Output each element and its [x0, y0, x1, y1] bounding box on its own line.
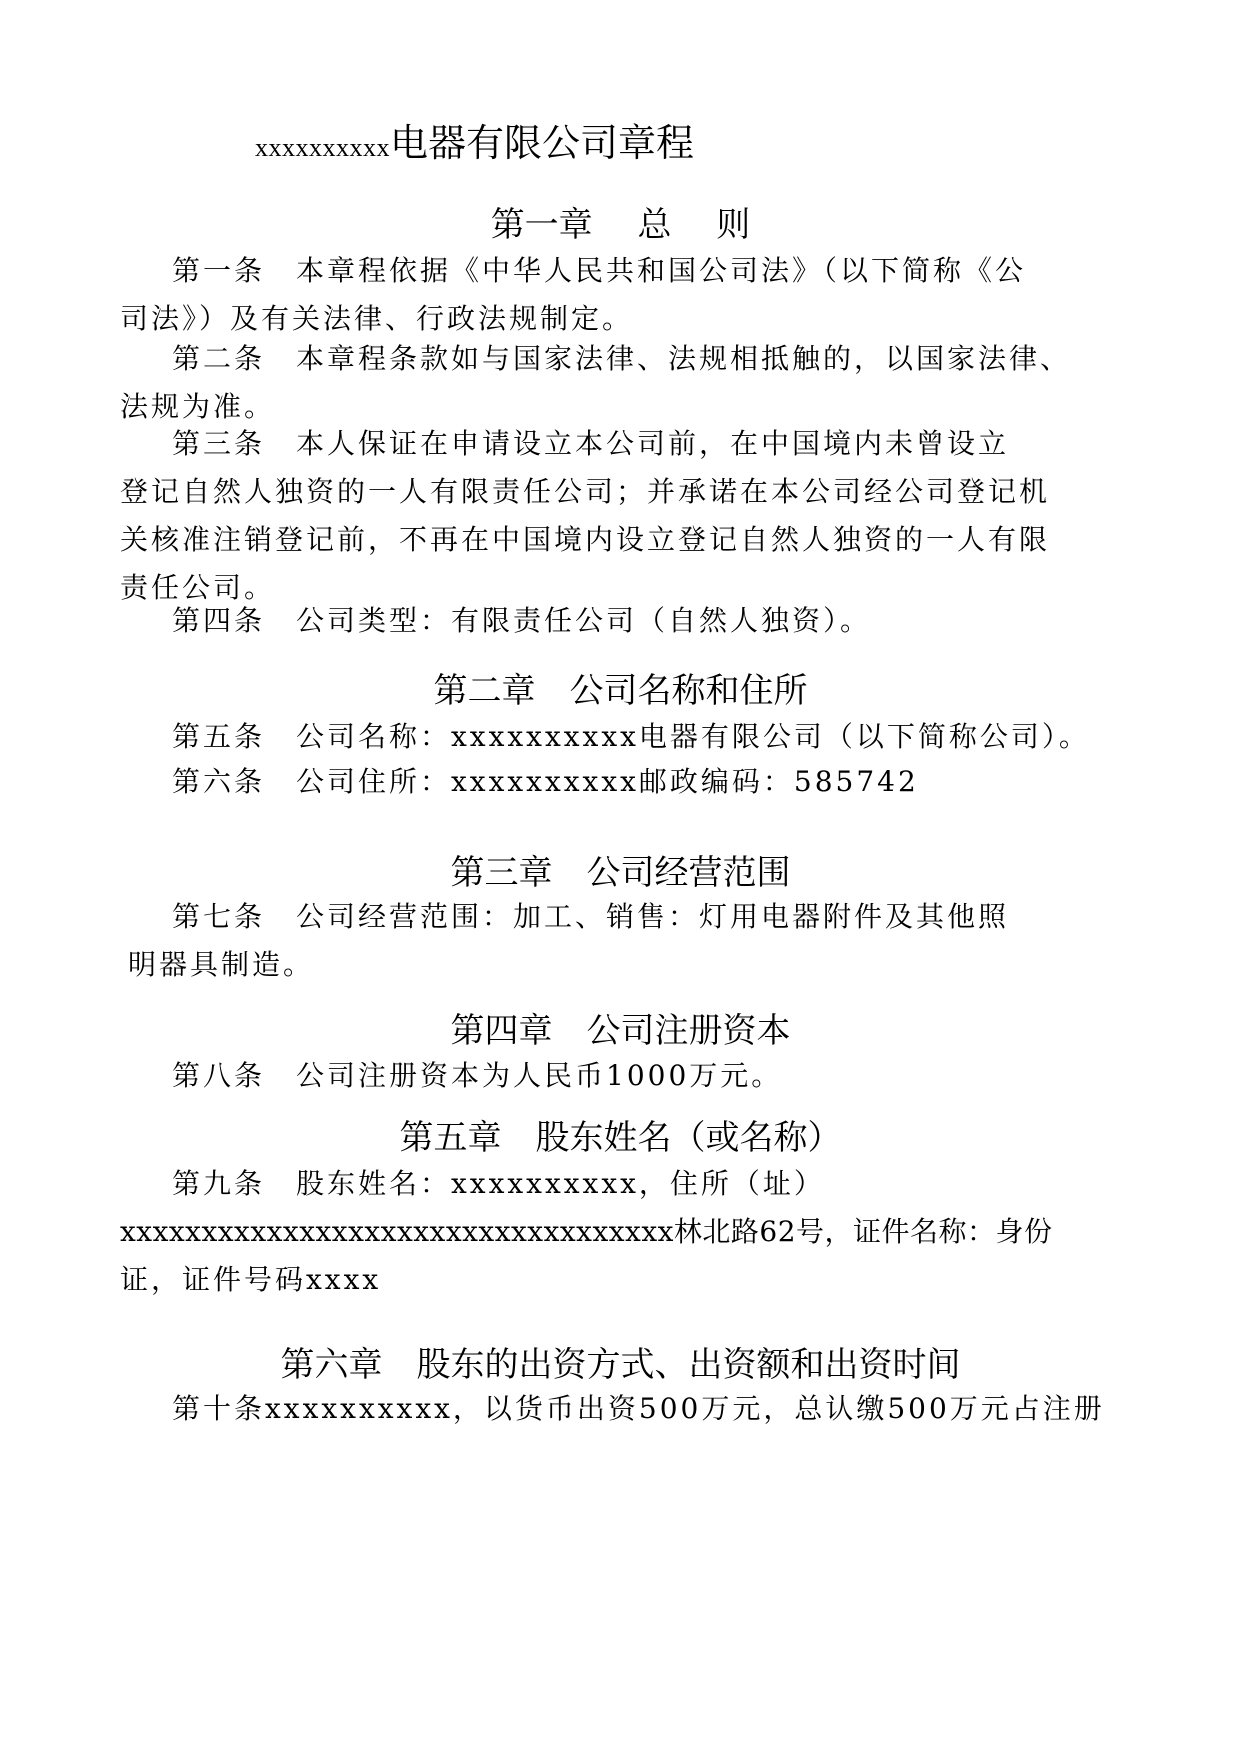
- article-5-line-1: 第五条 公司名称：xxxxxxxxxx电器有限公司（以下简称公司）。: [172, 720, 1090, 753]
- article-9-line-1: 第九条 股东姓名：xxxxxxxxxx，住所（址）: [172, 1167, 825, 1200]
- article-2-line-2: 法规为准。: [120, 390, 276, 423]
- article-7: [120, 893, 1130, 989]
- article-3-line-1: 第三条 本人保证在申请设立本公司前，在中国境内未曾设立: [172, 427, 1010, 460]
- chapter-5-heading: 第五章 股东姓名（或名称）: [399, 1118, 842, 1158]
- chapter-2-heading: 第二章 公司名称和住所: [433, 671, 808, 711]
- article-1: [120, 247, 1130, 343]
- article-7-line-1: 第七条 公司经营范围：加工、销售：灯用电器附件及其他照: [172, 900, 1010, 933]
- article-10-line-1: 第十条xxxxxxxxxx，以货币出资500万元，总认缴500万元占注册: [172, 1392, 1105, 1425]
- article-4-line-1: 第四条 公司类型：有限责任公司（自然人独资）。: [172, 604, 872, 637]
- document-title: [255, 118, 955, 173]
- chapter-6-heading: 第六章 股东的出资方式、出资额和出资时间: [280, 1345, 961, 1385]
- article-9-line-3: 证，证件号码xxxx: [120, 1263, 382, 1296]
- article-9-line-2: xxxxxxxxxxxxxxxxxxxxxxxxxxxxxxxxxx林北路62号，证件名称：身份: [120, 1215, 1053, 1248]
- chapter-3-heading: 第三章 公司经营范围: [450, 853, 791, 893]
- article-3-line-3: 关核准注销登记前，不再在中国境内设立登记自然人独资的一人有限: [120, 523, 1051, 556]
- article-3-line-4: 责任公司。: [120, 571, 276, 604]
- chapter-1-heading: 第一章 总 则: [490, 205, 751, 245]
- article-5: [120, 713, 1130, 761]
- article-3-line-2: 登记自然人独资的一人有限责任公司；并承诺在本公司经公司登记机: [120, 475, 1051, 508]
- article-1-line-2: 司法》）及有关法律、行政法规制定。: [120, 302, 634, 335]
- article-2: [120, 335, 1130, 431]
- article-8: [120, 1052, 1130, 1100]
- article-4: [120, 597, 1130, 645]
- article-6: [120, 758, 1130, 806]
- article-8-line-1: 第八条 公司注册资本为人民币1000万元。: [172, 1059, 783, 1092]
- article-7-line-2: 明器具制造。: [128, 948, 315, 981]
- article-2-line-1: 第二条 本章程条款如与国家法律、法规相抵触的，以国家法律、: [172, 342, 1072, 375]
- article-10: [120, 1385, 1130, 1433]
- document-title-main: 电器有限公司章程: [390, 121, 695, 165]
- chapter-4-heading: 第四章 公司注册资本: [450, 1011, 791, 1051]
- article-6-line-1: 第六条 公司住所：xxxxxxxxxx邮政编码：585742: [172, 765, 919, 798]
- article-3: [120, 420, 1130, 612]
- article-9: [120, 1160, 1130, 1304]
- document-title-prefix: xxxxxxxxxx: [255, 133, 390, 162]
- article-1-line-1: 第一条 本章程依据《中华人民共和国公司法》（以下简称《公: [172, 254, 1027, 287]
